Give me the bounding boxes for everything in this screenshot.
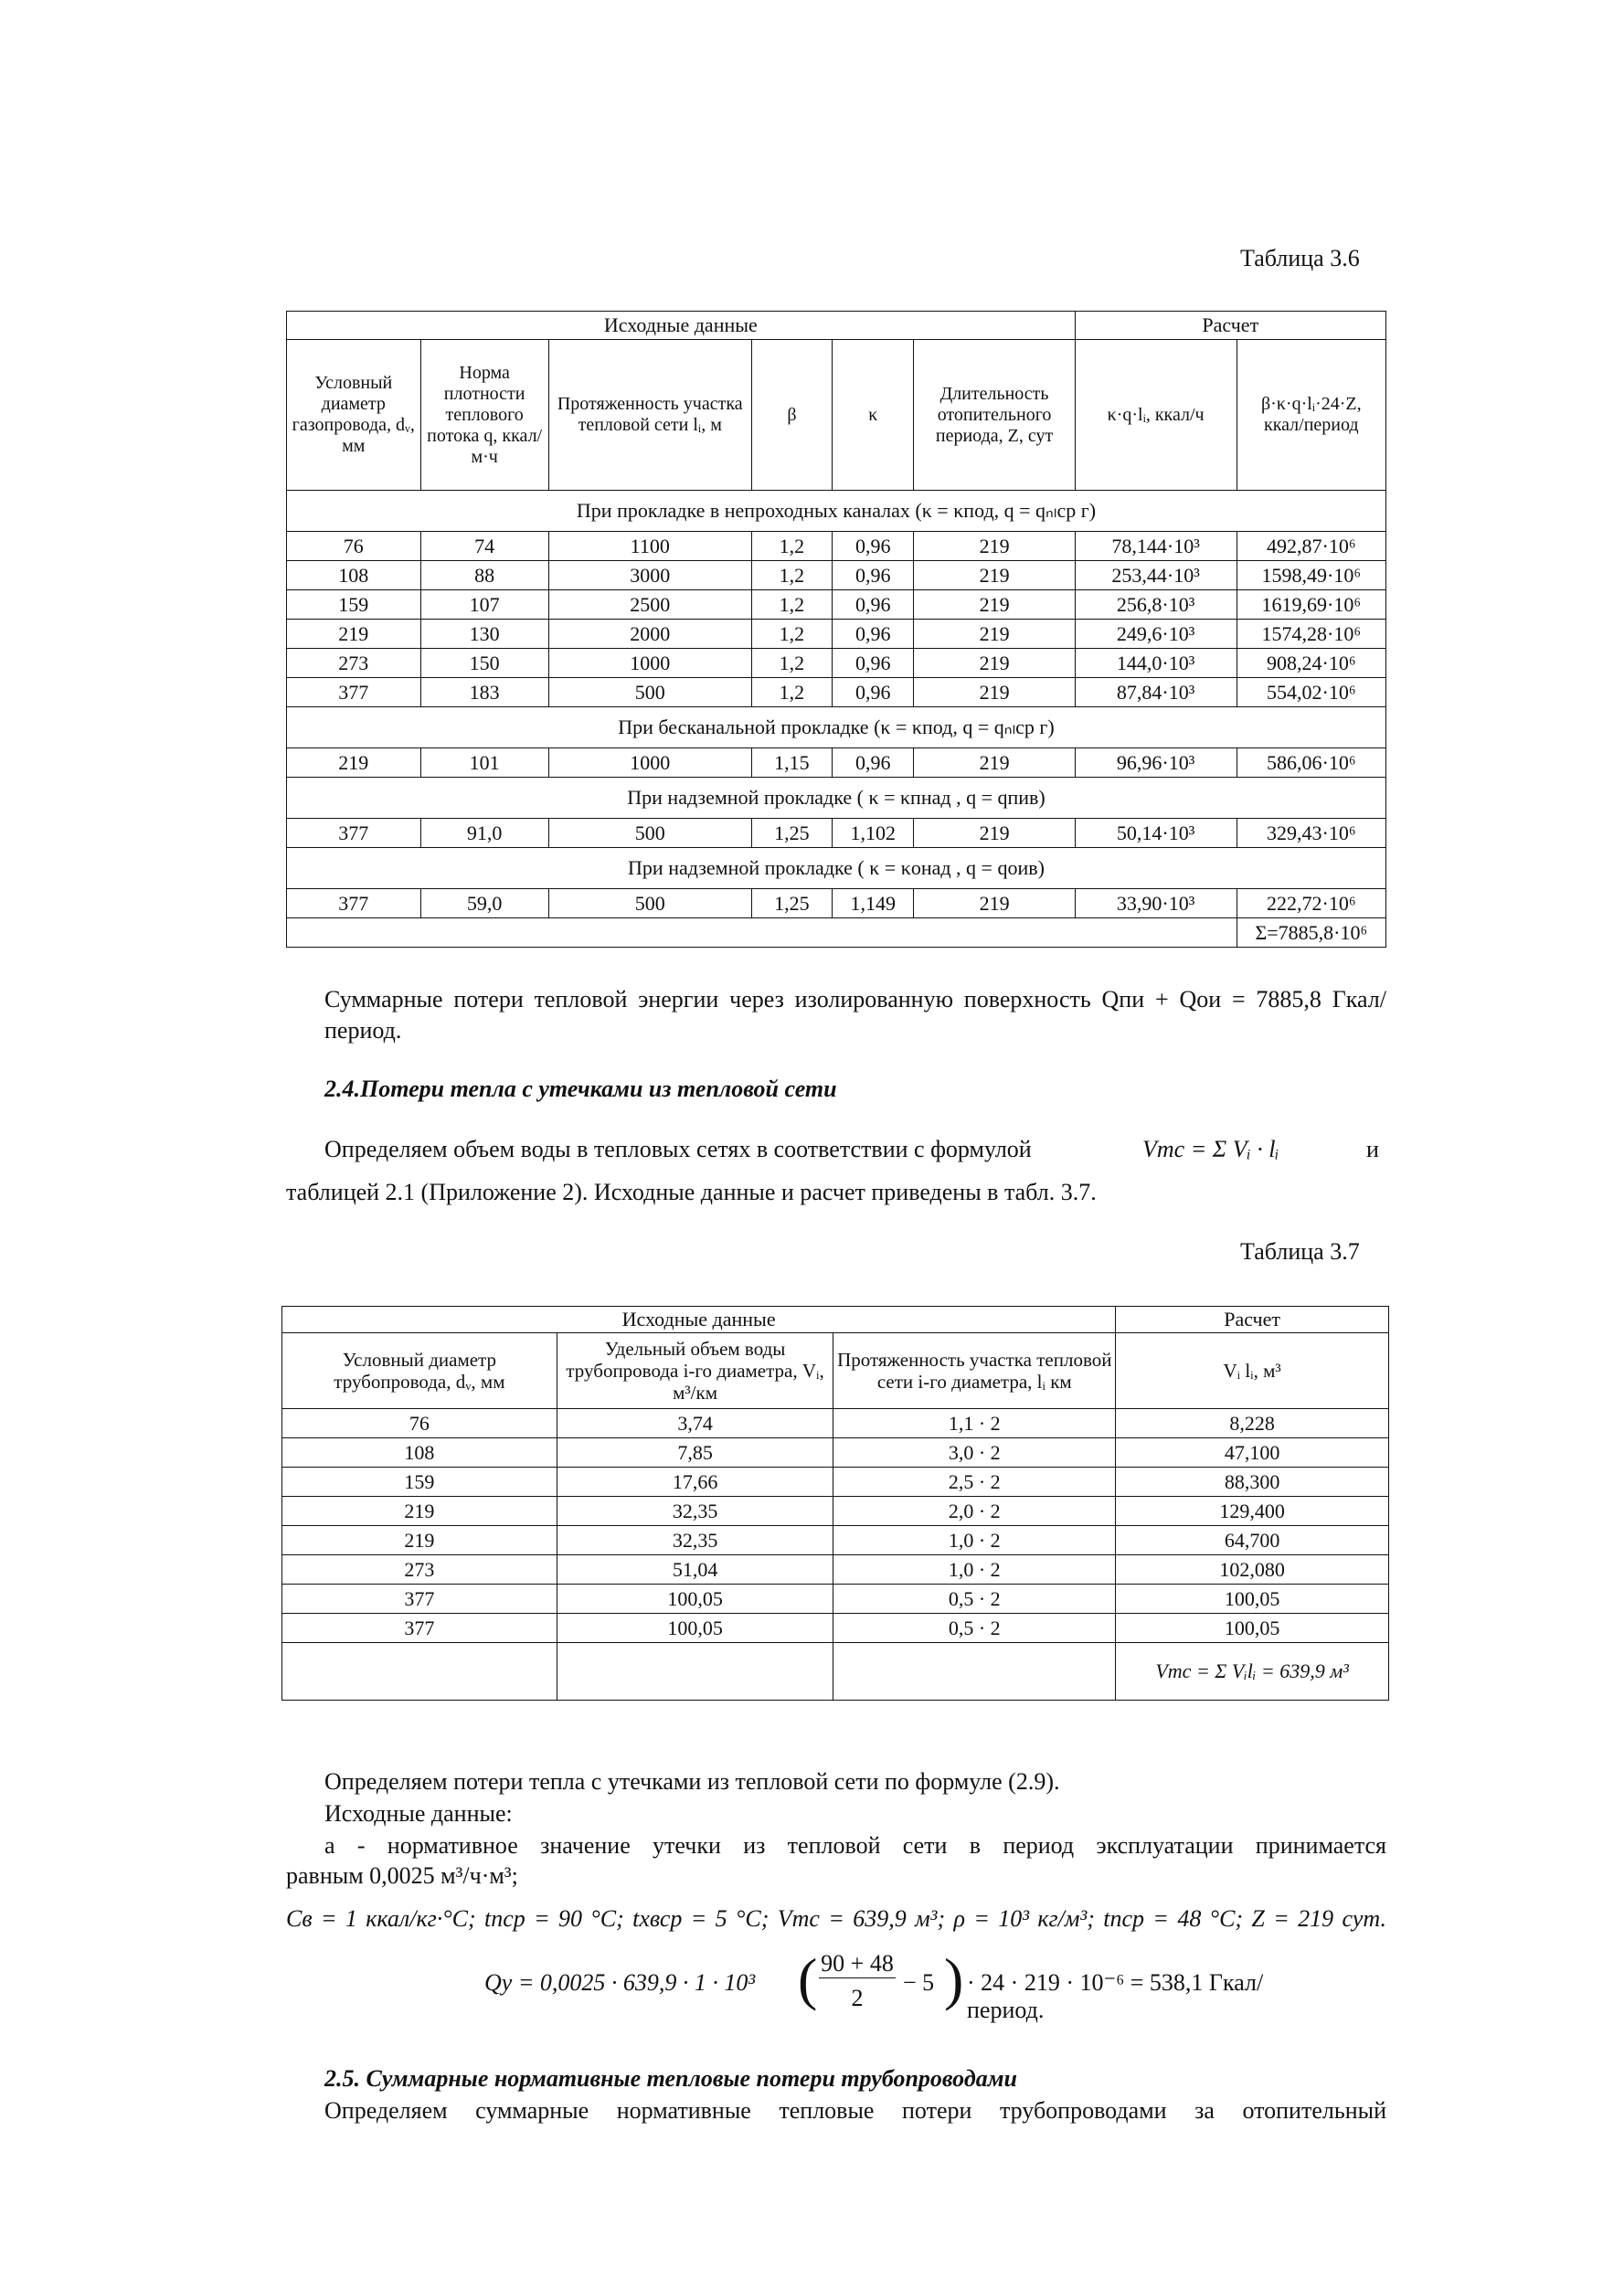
table-row: [282, 1555, 1389, 1585]
table-cell: 1,15: [751, 748, 832, 778]
table-cell: 554,02·10⁶: [1237, 678, 1385, 707]
section-title: При надземной прокладке ( κ = κонад , q = qоив): [287, 848, 1386, 889]
table-cell: 1,2: [751, 590, 832, 620]
table-cell: 219: [914, 561, 1075, 590]
table-cell: 2,0 · 2: [833, 1497, 1116, 1526]
table-cell: 1,149: [833, 889, 914, 918]
table-cell: 0,96: [833, 649, 914, 678]
table-cell: 91,0: [420, 819, 548, 848]
table-cell: 1,2: [751, 620, 832, 649]
table-row: [287, 561, 1386, 590]
table-cell: 0,5 · 2: [833, 1614, 1116, 1643]
table-cell: 0,96: [833, 748, 914, 778]
table-cell: 50,14·10³: [1075, 819, 1237, 848]
table-cell: 88: [420, 561, 548, 590]
table-cell: 377: [287, 678, 421, 707]
paragraph-leak-norm: [324, 1830, 1386, 1861]
table-cell: 1000: [548, 748, 751, 778]
heat-loss-table: [286, 311, 1386, 948]
conjunction-and: и: [1366, 1136, 1379, 1162]
table-row: [282, 1497, 1389, 1526]
table-row: [287, 819, 1386, 848]
table-row: [282, 1585, 1389, 1614]
table-cell: 1,102: [833, 819, 914, 848]
paragraph-total-losses: [324, 984, 1386, 1046]
table-cell: 500: [548, 678, 751, 707]
table-cell: 1574,28·10⁶: [1237, 620, 1385, 649]
empty-cell: [833, 1643, 1116, 1701]
table-cell: 3,74: [557, 1409, 833, 1438]
table-cell: 329,43·10⁶: [1237, 819, 1385, 848]
paragraph-volume-text: Определяем объем воды в тепловых сетях в соответствии с формулой: [324, 1136, 1032, 1162]
group-header-calc-37: Расчет: [1116, 1307, 1389, 1333]
group-header-calc: Расчет: [1075, 312, 1385, 340]
col-header-kql: κ·q·lᵢ, ккал/ч: [1075, 340, 1237, 491]
table-cell: 47,100: [1116, 1438, 1389, 1468]
col-header-beta: β: [751, 340, 832, 491]
table-cell: 100,05: [1116, 1585, 1389, 1614]
table-cell: 219: [914, 748, 1075, 778]
table-cell: 100,05: [1116, 1614, 1389, 1643]
table-cell: 0,96: [833, 590, 914, 620]
table-cell: 219: [914, 649, 1075, 678]
formula-denominator: 2: [851, 1985, 864, 2011]
table-cell: 219: [914, 678, 1075, 707]
table-cell: 3,0 · 2: [833, 1438, 1116, 1468]
table-caption: Таблица 3.6: [1240, 245, 1360, 271]
table-row: [282, 1468, 1389, 1497]
table-cell: 129,400: [1116, 1497, 1389, 1526]
table-cell: 1,2: [751, 561, 832, 590]
col-header-volume: Vᵢ lᵢ, м³: [1116, 1333, 1389, 1409]
table-cell: 1000: [548, 649, 751, 678]
table-cell: 183: [420, 678, 548, 707]
table-cell: 249,6·10³: [1075, 620, 1237, 649]
table-cell: 8,228: [1116, 1409, 1389, 1438]
parameters-line: [286, 1903, 1386, 1935]
paren-left: (: [798, 1946, 818, 2011]
col-header-kappa: κ: [833, 340, 914, 491]
empty-cell: [282, 1643, 557, 1701]
paragraph-volume-line: [324, 1119, 1386, 1174]
paren-right: ): [944, 1946, 964, 2011]
table-cell: 78,144·10³: [1075, 532, 1237, 561]
table-cell: 100,05: [557, 1614, 833, 1643]
group-header-input: Исходные данные: [287, 312, 1076, 340]
table-caption-3-7: Таблица 3.7: [1240, 1238, 1360, 1265]
parameters-line-text: Cв = 1 ккал/кг·°C; tпср = 90 °C; tхвср = 5 °C; Vтс = 639,9 м³; ρ = 10³ кг/м³; tпср = 48 °C; Z = 219 сут.: [286, 1905, 1386, 1932]
table-cell: 87,84·10³: [1075, 678, 1237, 707]
table-cell: 101: [420, 748, 548, 778]
table-cell: 1598,49·10⁶: [1237, 561, 1385, 590]
table-cell: 32,35: [557, 1526, 833, 1555]
volume-total-cell: Vтс = Σ Vᵢlᵢ = 639,9 м³: [1116, 1643, 1389, 1701]
table-row: [282, 1526, 1389, 1555]
table-cell: 219: [914, 590, 1075, 620]
table-row: [287, 620, 1386, 649]
table-row: [282, 1409, 1389, 1438]
table-cell: 0,5 · 2: [833, 1585, 1116, 1614]
table-cell: 150: [420, 649, 548, 678]
col-header-length: Протяженность участка тепловой сети lᵢ, м: [548, 340, 751, 491]
table-cell: 159: [282, 1468, 557, 1497]
table-cell: 144,0·10³: [1075, 649, 1237, 678]
table-cell: 253,44·10³: [1075, 561, 1237, 590]
table-cell: 159: [287, 590, 421, 620]
table-cell: 219: [287, 748, 421, 778]
table-cell: 76: [287, 532, 421, 561]
paragraph-2-5-text: Определяем суммарные нормативные тепловые потери трубопроводами за отопительный: [324, 2097, 1386, 2124]
table-cell: 219: [287, 620, 421, 649]
leak-formula: [484, 1946, 1307, 2023]
table-cell: 102,080: [1116, 1555, 1389, 1585]
table-cell: 586,06·10⁶: [1237, 748, 1385, 778]
table-cell: 0,96: [833, 620, 914, 649]
table-cell: 1,0 · 2: [833, 1526, 1116, 1555]
table-cell: 33,90·10³: [1075, 889, 1237, 918]
volume-formula: Vтс = Σ Vᵢ · lᵢ: [1142, 1136, 1279, 1162]
paragraph-volume-cont: таблицей 2.1 (Приложение 2). Исходные данные и расчет приведены в табл. 3.7.: [286, 1179, 1097, 1205]
table-cell: 88,300: [1116, 1468, 1389, 1497]
formula-rhs: · 24 · 219 · 10⁻⁶ = 538,1 Гкал/период.: [967, 1969, 1264, 2023]
table-cell: 1,1 · 2: [833, 1409, 1116, 1438]
formula-numerator: 90 + 48: [819, 1950, 896, 1978]
formula-tail: − 5: [903, 1969, 935, 1996]
table-cell: 500: [548, 889, 751, 918]
table-cell: 273: [287, 649, 421, 678]
table-row: [282, 1438, 1389, 1468]
table-cell: 1,2: [751, 678, 832, 707]
table-cell: 2500: [548, 590, 751, 620]
col-header-diameter: Условный диаметр газопровода, dᵥ, мм: [287, 340, 421, 491]
table-row: [287, 748, 1386, 778]
table-row: [287, 889, 1386, 918]
table-cell: 1,2: [751, 532, 832, 561]
table-cell: 130: [420, 620, 548, 649]
table-cell: 17,66: [557, 1468, 833, 1497]
table-row: [287, 678, 1386, 707]
table-cell: 219: [914, 532, 1075, 561]
table-cell: 0,96: [833, 532, 914, 561]
group-header-input-37: Исходные данные: [282, 1307, 1116, 1333]
table-cell: 256,8·10³: [1075, 590, 1237, 620]
table-cell: 377: [287, 819, 421, 848]
table-cell: 908,24·10⁶: [1237, 649, 1385, 678]
table-cell: 377: [282, 1585, 557, 1614]
table-cell: 377: [282, 1614, 557, 1643]
col-header-period: Длительность отопительного периода, Z, сут: [914, 340, 1075, 491]
table-cell: 3000: [548, 561, 751, 590]
table-cell: 100,05: [557, 1585, 833, 1614]
col-header-total: β·κ·q·lᵢ·24·Z, ккал/период: [1237, 340, 1385, 491]
section-heading-2-4: 2.4.Потери тепла с утечками из тепловой сети: [324, 1076, 837, 1102]
table-cell: 219: [914, 889, 1075, 918]
table-cell: 64,700: [1116, 1526, 1389, 1555]
table-cell: 1,25: [751, 889, 832, 918]
paragraph-leak-norm-text: a - нормативное значение утечки из тепловой сети в период эксплуатации принимается: [324, 1832, 1386, 1859]
table-cell: 76: [282, 1409, 557, 1438]
paragraph-leak-intro: Определяем потери тепла с утечками из тепловой сети по формуле (2.9).: [324, 1768, 1060, 1795]
paragraph-leak-norm-cont: равным 0,0025 м³/ч·м³;: [286, 1862, 518, 1889]
table-cell: 1,2: [751, 649, 832, 678]
col-header-density: Норма плотности теплового потока q, ккал/м·ч: [420, 340, 548, 491]
table-row: [287, 532, 1386, 561]
table-cell: 0,96: [833, 678, 914, 707]
table-cell: 59,0: [420, 889, 548, 918]
total-cell: Σ=7885,8·10⁶: [1237, 918, 1385, 948]
table-row: [287, 590, 1386, 620]
paragraph-2-5: [324, 2095, 1386, 2126]
table-cell: 32,35: [557, 1497, 833, 1526]
table-cell: 51,04: [557, 1555, 833, 1585]
table-row: [282, 1614, 1389, 1643]
table-cell: 74: [420, 532, 548, 561]
table-cell: 107: [420, 590, 548, 620]
table-cell: 500: [548, 819, 751, 848]
table-cell: 492,87·10⁶: [1237, 532, 1385, 561]
table-row: [287, 649, 1386, 678]
table-cell: 219: [282, 1526, 557, 1555]
table-cell: 108: [282, 1438, 557, 1468]
table-cell: 377: [287, 889, 421, 918]
table-cell: 2,5 · 2: [833, 1468, 1116, 1497]
table-cell: 96,96·10³: [1075, 748, 1237, 778]
table-cell: 219: [282, 1497, 557, 1526]
paragraph-total-losses-text: Суммарные потери тепловой энергии через изолированную поверхность Qпи + Qои = 7885,8 Гкал/период.: [324, 986, 1386, 1044]
table-cell: 219: [914, 620, 1075, 649]
table-cell: 1,25: [751, 819, 832, 848]
section-heading-2-5: 2.5. Суммарные нормативные тепловые потери трубопроводами: [324, 2065, 1018, 2092]
table-cell: 2000: [548, 620, 751, 649]
col-header-pipe-length: Протяженность участка тепловой сети i-го диаметра, lᵢ км: [833, 1333, 1116, 1409]
table-cell: 0,96: [833, 561, 914, 590]
table-cell: 108: [287, 561, 421, 590]
table-cell: 219: [914, 819, 1075, 848]
paragraph-leak-inputs: Исходные данные:: [324, 1800, 513, 1827]
table-cell: 273: [282, 1555, 557, 1585]
table-cell: 1619,69·10⁶: [1237, 590, 1385, 620]
section-title: При прокладке в непроходных каналах (κ = κпод, q = qₙₗср г): [287, 491, 1386, 532]
section-title: При бесканальной прокладке (κ = κпод, q = qₙₗср г): [287, 707, 1386, 748]
section-title: При надземной прокладке ( κ = κпнад , q = qпив): [287, 778, 1386, 819]
col-header-specific-volume: Удельный объем воды трубопровода i-го диаметра, Vᵢ, м³/км: [557, 1333, 833, 1409]
table-cell: 1,0 · 2: [833, 1555, 1116, 1585]
col-header-pipe-diameter: Условный диаметр трубопровода, dᵥ, мм: [282, 1333, 557, 1409]
empty-cell: [557, 1643, 833, 1701]
table-cell: 1100: [548, 532, 751, 561]
formula-lhs: Qу = 0,0025 · 639,9 · 1 · 10³: [484, 1969, 756, 1996]
table-cell: 7,85: [557, 1438, 833, 1468]
total-row-empty: [287, 918, 1237, 948]
water-volume-table: [281, 1306, 1389, 1701]
table-cell: 222,72·10⁶: [1237, 889, 1385, 918]
